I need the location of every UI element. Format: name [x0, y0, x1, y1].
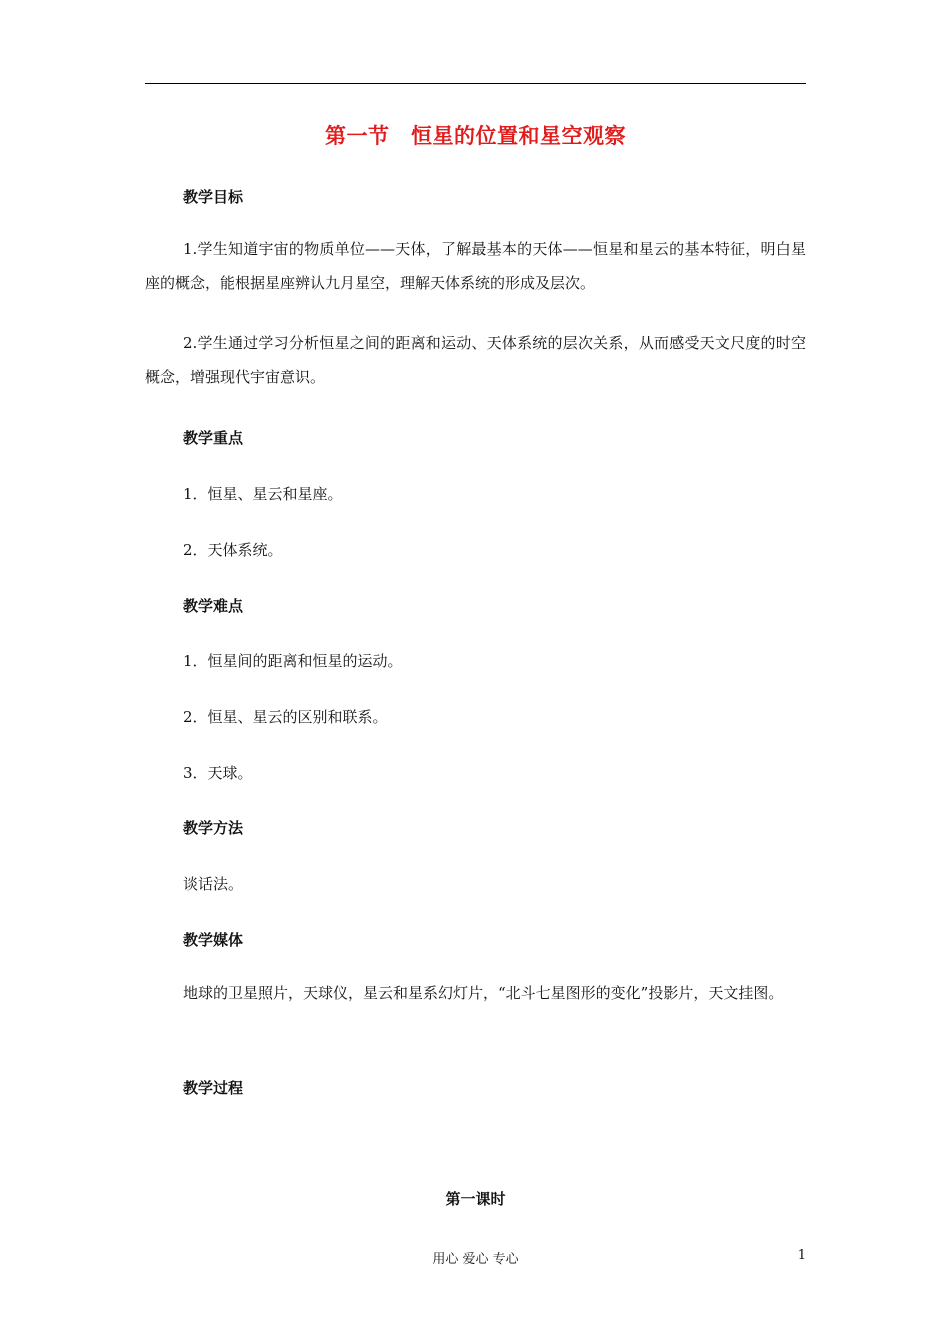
- section-heading-media: 教学媒体: [183, 931, 244, 949]
- footer-motto: 用心 爱心 专心: [432, 1252, 519, 1267]
- header-rule: [145, 83, 806, 84]
- page-number: 1: [797, 1248, 806, 1263]
- document-title: 第一节 恒星的位置和星空观察: [325, 123, 626, 148]
- section-heading-difficulties: 教学难点: [183, 597, 244, 615]
- goal-paragraph-1: 1.学生知道宇宙的物质单位——天体，了解最基本的天体——恒星和星云的基本特征，明白星座的概念，能根据星座辨认九月星空，理解天体系统的形成及层次。: [145, 240, 806, 292]
- section-heading-goals: 教学目标: [183, 188, 244, 206]
- method-text: 谈话法。: [183, 875, 244, 893]
- difficulty-3: 3．天球。: [183, 764, 253, 782]
- section-heading-key-points: 教学重点: [183, 429, 244, 447]
- key-point-1: 1．恒星、星云和星座。: [183, 485, 343, 503]
- goal-paragraph-2: 2.学生通过学习分析恒星之间的距离和运动、天体系统的层次关系，从而感受天文尺度的时空概念，增强现代宇宙意识。: [145, 334, 806, 386]
- difficulty-2: 2．恒星、星云的区别和联系。: [183, 708, 388, 726]
- media-paragraph: 地球的卫星照片，天球仪，星云和星系幻灯片，“北斗七星图形的变化”投影片，天文挂图。: [183, 984, 784, 1002]
- difficulty-1: 1．恒星间的距离和恒星的运动。: [183, 652, 403, 670]
- lesson-heading: 第一课时: [445, 1190, 506, 1208]
- key-point-2: 2．天体系统。: [183, 541, 283, 559]
- section-heading-process: 教学过程: [183, 1079, 244, 1097]
- section-heading-method: 教学方法: [183, 819, 244, 837]
